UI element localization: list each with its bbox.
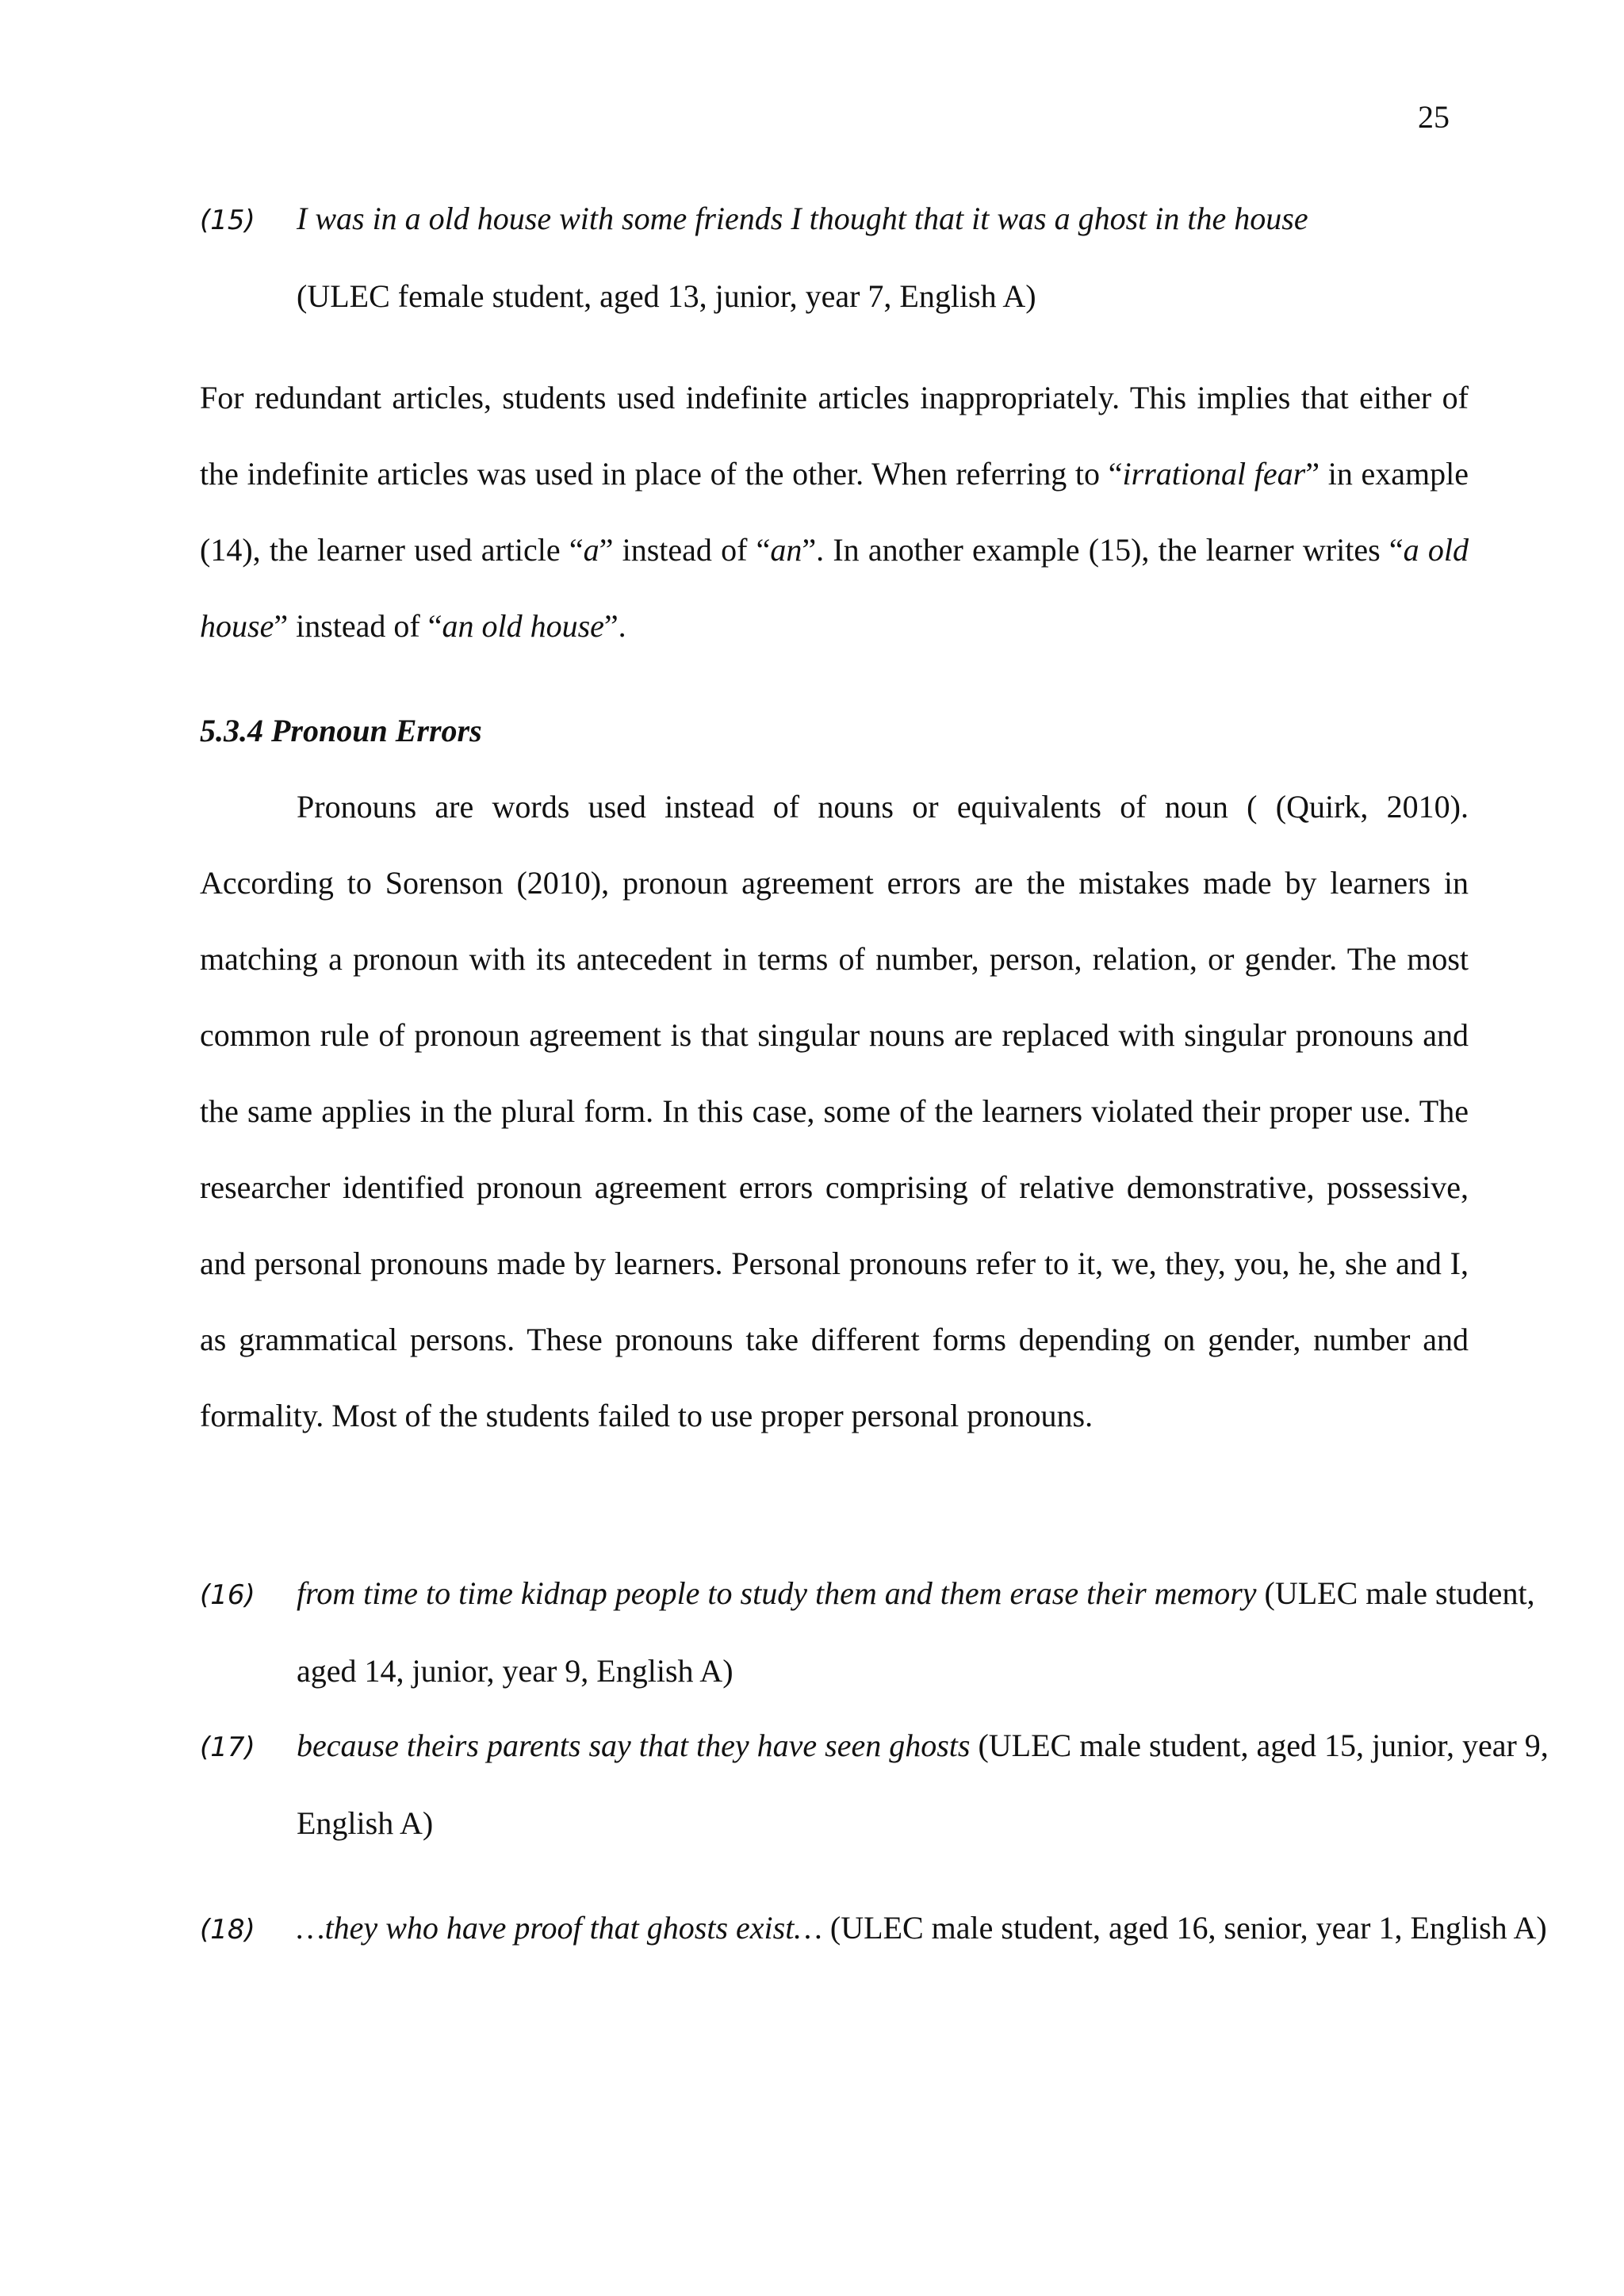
example-citation: (ULEC male student, aged 15, junior, year 9, English A) bbox=[297, 1728, 1549, 1841]
example-quote: I was in a old house with some friends I thought that it was a ghost in the house bbox=[297, 201, 1308, 236]
text-segment: ” instead of “ bbox=[599, 532, 771, 568]
example-17 bbox=[200, 1708, 1581, 1862]
example-number: (18) bbox=[200, 1914, 255, 1946]
example-number: (17) bbox=[200, 1732, 255, 1763]
body-paragraph-redundant-articles bbox=[200, 360, 1469, 664]
example-number: (15) bbox=[200, 205, 255, 236]
body-paragraph-pronouns: Pronouns are words used instead of nouns or equivalents of noun ( (Quirk, 2010). According to Sorenson (2010), pronoun agreement errors are the mistakes made by learners in matching a pronoun with its antecedent in terms of number, person, relation, or gender. The most common rule of pronoun agreement is that singular nouns are replaced with singular pronouns and the same applies in the plural form. In this case, some of the learners violated their proper use. The researcher identified pronoun agreement errors comprising of relative demonstrative, possessive, and personal pronouns made by learners. Personal pronouns refer to it, we, they, you, he, she and I, as grammatical persons. These pronouns take different forms depending on gender, number and formality. Most of the students failed to use proper personal pronouns. bbox=[200, 789, 1469, 1433]
example-18 bbox=[200, 1890, 1581, 1968]
page-number: 25 bbox=[1418, 99, 1450, 135]
example-quote: from time to time kidnap people to study them and them erase their memory bbox=[297, 1575, 1257, 1611]
text-segment: ” instead of “ bbox=[274, 608, 442, 644]
italic-term: a old house bbox=[200, 532, 1469, 644]
text-segment: ”. bbox=[603, 608, 626, 644]
example-citation: (ULEC male student, aged 14, junior, year 9, English A) bbox=[297, 1575, 1535, 1689]
italic-term: irrational fear bbox=[1122, 456, 1306, 492]
example-quote: because theirs parents say that they have seen ghosts bbox=[297, 1728, 971, 1763]
text-segment: For redundant articles, students used indefinite articles inappropriately. This implies that either of the indefinite articles was used in place of the other. When referring to “ bbox=[200, 380, 1469, 492]
example-16 bbox=[200, 1556, 1581, 1709]
section-heading: 5.3.4 Pronoun Errors bbox=[200, 713, 482, 748]
example-number: (16) bbox=[200, 1579, 255, 1611]
example-quote: …they who have proof that ghosts exist… bbox=[297, 1910, 822, 1946]
italic-term: an bbox=[770, 532, 802, 568]
example-citation: (ULEC female student, aged 13, junior, year 7, English A) bbox=[297, 278, 1036, 314]
italic-term: a bbox=[583, 532, 599, 568]
text-segment: ” in example (14), the learner used article “ bbox=[200, 456, 1469, 568]
text-segment: ”. In another example (15), the learner writes “ bbox=[802, 532, 1404, 568]
example-citation: (ULEC male student, aged 16, senior, year 1, English A) bbox=[822, 1910, 1547, 1946]
italic-term: an old house bbox=[442, 608, 604, 644]
example-15 bbox=[200, 181, 1581, 335]
